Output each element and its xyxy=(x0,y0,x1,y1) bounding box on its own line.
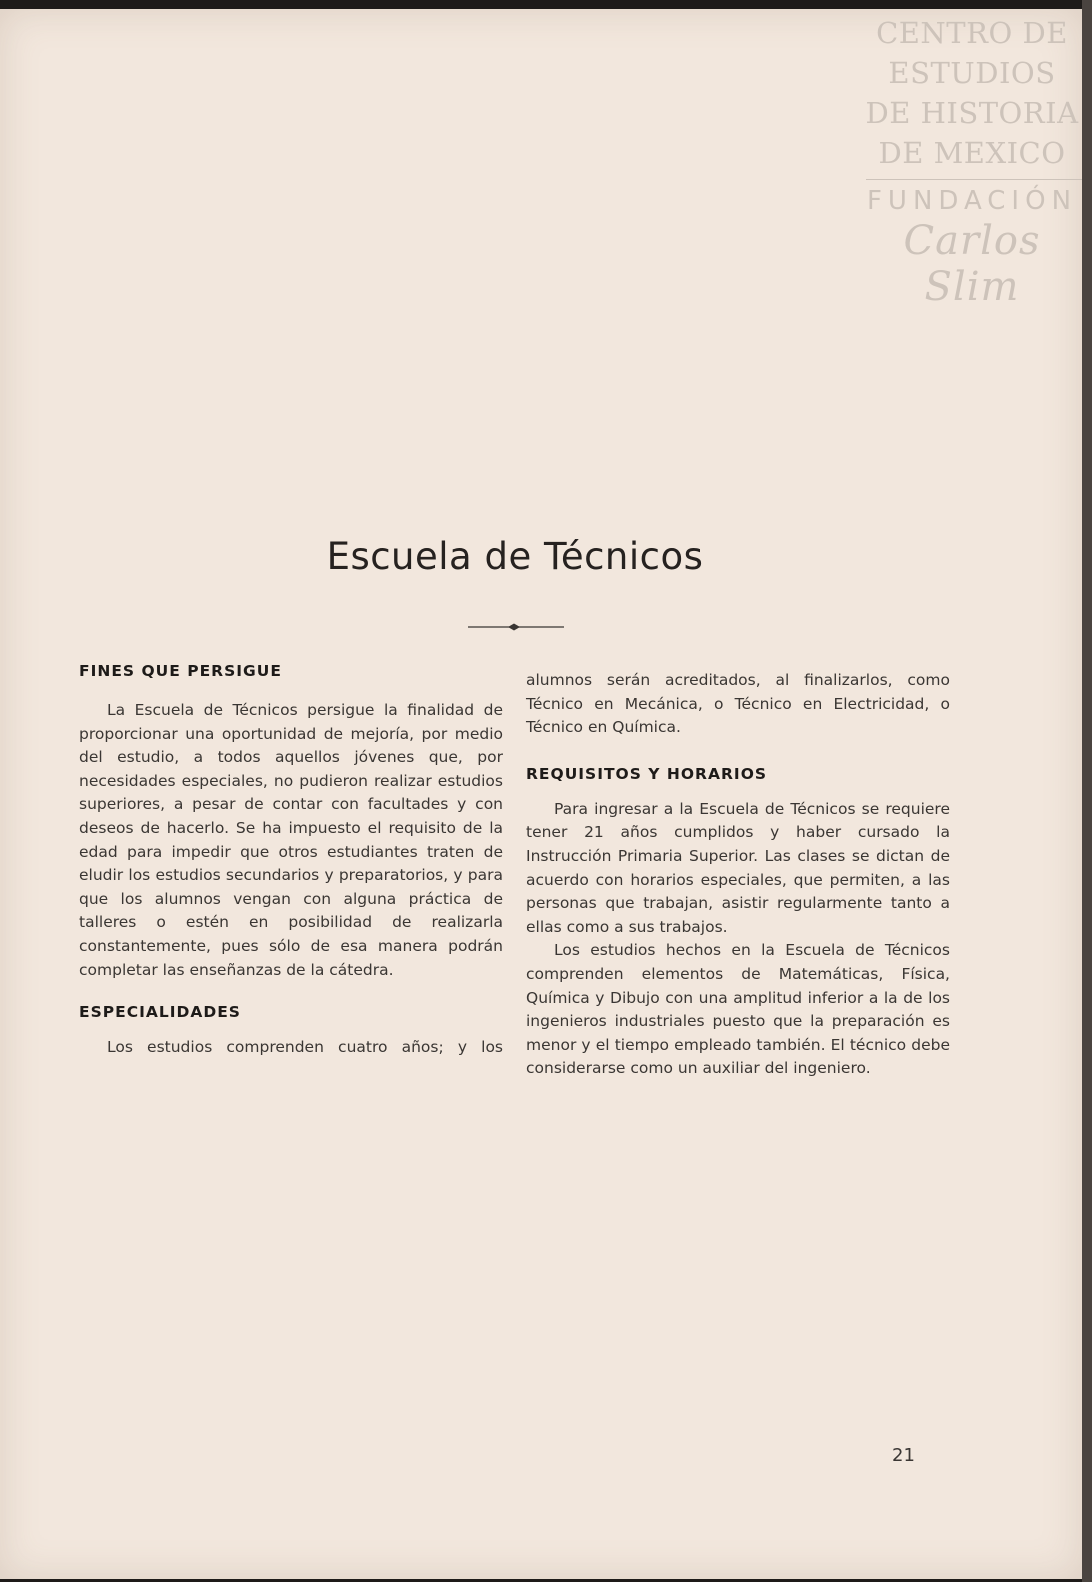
stamp-divider xyxy=(866,179,1082,180)
archive-watermark-stamp xyxy=(862,13,1082,310)
stamp-line-4: DE MEXICO xyxy=(878,136,1066,170)
paragraph-requisitos-2: Los estudios hechos en la Escuela de Técnicos comprenden elementos de Matemáticas, Física, Química y Dibujo con una amplitud inferior a la de los ingenieros industriales puesto que la preparación es menor y el tiempo empleado también. El técnico debe considerarse como un auxiliar del ingeniero. xyxy=(526,941,950,1078)
page-number: 21 xyxy=(892,1445,915,1466)
stamp-line-2: ESTUDIOS xyxy=(888,56,1056,90)
stamp-line-1: CENTRO DE xyxy=(876,16,1068,50)
heading-requisitos-y-horarios: REQUISITOS Y HORARIOS xyxy=(526,764,768,783)
left-column xyxy=(79,659,503,1060)
page-sheet xyxy=(0,9,1082,1579)
stamp-line-3: DE HISTORIA xyxy=(865,96,1079,130)
scan-edge xyxy=(1082,0,1092,1582)
paragraph-fines: La Escuela de Técnicos persigue la finalidad de proporcionar una oportunidad de mejoría, por medio del estudio, a todos aquellos jóvenes que, por necesidades especiales, no pudieron realizar estudios superiores, a pesar de contar con facultades y con deseos de hacerlo. Se ha impuesto el requisito de la edad para impedir que otros estudiantes traten de eludir los estudios secundarios y preparatorios, y para que los alumnos vengan con alguna práctica de talleres o estén en posibilidad de realizarla constantemente, pues sólo de esa manera podrán completar las enseñanzas de la cátedra. xyxy=(79,701,503,979)
paragraph-requisitos-1: Para ingresar a la Escuela de Técnicos se requiere tener 21 años cumplidos y haber cursado la Instrucción Primaria Superior. Las clases se dictan de acuerdo con horarios especiales, que permiten, a las personas que trabajan, asistir regularmente tanto a ellas como a sus trabajos. xyxy=(526,799,950,936)
stamp-signature: Carlos Slim xyxy=(903,218,1041,310)
stamp-foundation: FUNDACIÓN xyxy=(866,186,1078,216)
heading-fines-que-persigue: FINES QUE PERSIGUE xyxy=(79,662,282,680)
page-title: Escuela de Técnicos xyxy=(326,535,704,578)
paragraph-especialidades-continued: alumnos serán acreditados, al finalizarlos, como Técnico en Mecánica, o Técnico en Electricidad, o Técnico en Química. xyxy=(526,671,950,737)
heading-especialidades: ESPECIALIDADES xyxy=(79,1003,241,1022)
right-column xyxy=(526,669,950,1081)
title-ornament-divider xyxy=(468,621,564,633)
paragraph-especialidades-start: Los estudios comprenden cuatro años; y los xyxy=(107,1038,503,1057)
